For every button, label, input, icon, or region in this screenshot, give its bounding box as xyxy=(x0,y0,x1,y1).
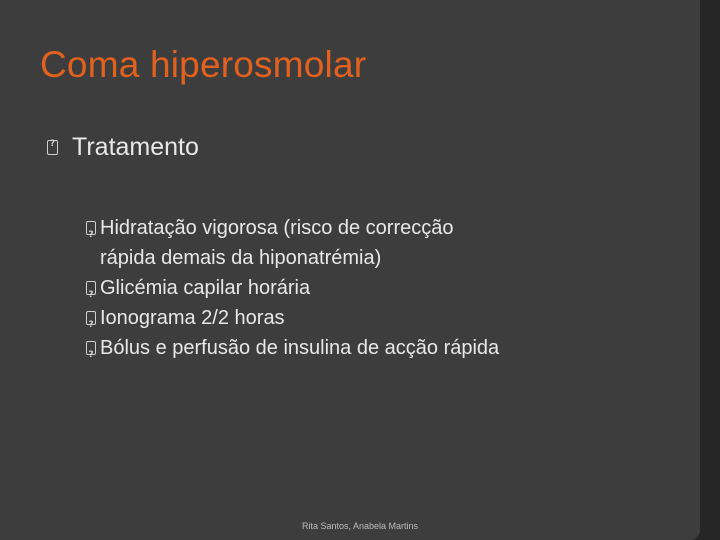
sub-bullet-item xyxy=(86,303,646,333)
sub-bullet-text: Bólus e perfusão de insulina de acção rápida xyxy=(100,337,500,359)
sub-bullet-item xyxy=(86,213,646,273)
sub-bullet-text-continued: rápida demais da hiponatrémia) xyxy=(100,247,382,269)
missing-glyph-bullet-icon xyxy=(86,281,96,295)
missing-glyph-bullet-icon xyxy=(86,221,96,235)
bullet-label: Tratamento xyxy=(72,133,199,161)
sub-bullet-text: Hidratação vigorosa (risco de correcção xyxy=(100,217,454,239)
sub-bullet-text: Glicémia capilar horária xyxy=(100,277,311,299)
slide-title: Coma hiperosmolar xyxy=(40,44,367,85)
sub-bullet-list xyxy=(86,213,646,363)
sub-bullet-item xyxy=(86,273,646,303)
slide-edge-strip xyxy=(700,0,720,540)
bullet-tratamento xyxy=(47,133,199,162)
slide-footer-authors: Rita Santos, Anabela Martins xyxy=(301,521,419,531)
sub-bullet-text: Ionograma 2/2 horas xyxy=(100,307,285,329)
missing-glyph-bullet-icon xyxy=(86,311,96,325)
missing-glyph-bullet-icon xyxy=(47,140,58,155)
missing-glyph-bullet-icon xyxy=(86,341,96,355)
sub-bullet-item xyxy=(86,333,646,363)
